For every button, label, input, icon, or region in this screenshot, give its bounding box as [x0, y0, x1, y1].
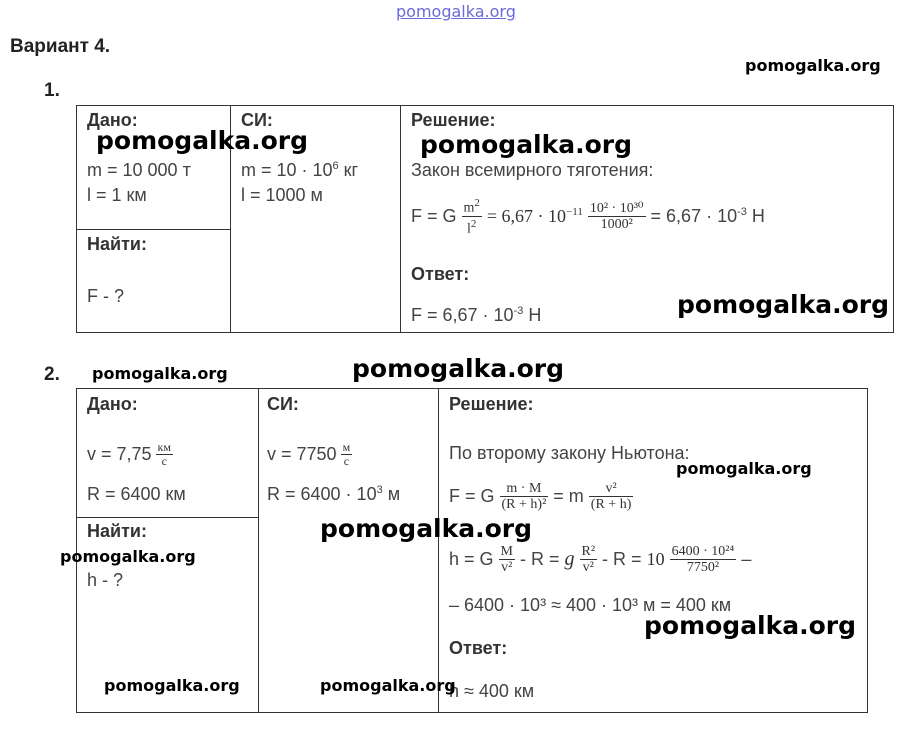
fraction-v2-Rh: $\frac{\text{v²}}{(R + h)}$ [590, 481, 632, 512]
watermark: pomogalka.org [320, 676, 456, 695]
unit-m-per-s: $\frac{м}{с}$ [342, 440, 351, 468]
unit-km-per-s: $\frac{км}{с}$ [157, 440, 171, 468]
answer-value: h ≈ 400 км [449, 681, 535, 701]
force-formula: F = G $\frac{m \cdot M}{\text{(R + h)²}}$ = m $\frac{\text{v²}}{(R + h)}$ [449, 481, 632, 512]
si-header: СИ: [267, 394, 299, 414]
law-text: Закон всемирного тяготения: [411, 160, 654, 180]
law-text: По второму закону Ньютона: [449, 443, 690, 463]
given-header: Дано: [87, 394, 138, 414]
fraction-R2-v2: $\frac{\text{R²}}{\text{v²}}$ [581, 544, 596, 575]
si-header: СИ: [241, 110, 273, 130]
si-velocity: v = 7750 $\frac{м}{с}$ [267, 440, 351, 468]
fraction-values: $\frac{\text{10² · 10³⁰}}{\text{1000²}}$ [589, 200, 644, 232]
formula-line: F = G $\frac{m^2}{l^2}$ = $6,67 \cdot 10^{-11}$ $\frac{\text{10² · 10³⁰}}{\text{1000²}}$ = $6,67 \cdot 10^{-3}$ Н [411, 197, 765, 237]
solution-header: Решение: [449, 394, 534, 414]
watermark: pomogalka.org [745, 56, 881, 75]
watermark: pomogalka.org [677, 290, 890, 319]
height-formula: h = G $\frac{M}{\text{v²}}$ - R = g $\frac{\text{R²}}{\text{v²}}$ - R = 10 $\frac{\text{6400 · 10²⁴}}{\text{7750²}}$ – [449, 544, 752, 575]
fraction-m2-l2: $\frac{m^2}{l^2}$ [463, 197, 480, 237]
problem-1-number: 1. [44, 80, 60, 101]
variant-title: Вариант 4. [10, 36, 111, 57]
watermark: pomogalka.org [320, 514, 533, 543]
height-calculation: – 6400 · 10³ ≈ 400 · 10³ м = 400 км [449, 595, 732, 615]
watermark: pomogalka.org [352, 354, 565, 383]
si-distance: l = 1000 м [241, 185, 323, 205]
answer-header: Ответ: [411, 264, 470, 284]
watermark-link-top[interactable]: pomogalka.org [396, 2, 516, 21]
watermark: pomogalka.org [96, 126, 309, 155]
si-mass: $m = 10 \cdot 10^6$ кг [241, 160, 359, 180]
watermark: pomogalka.org [676, 459, 812, 478]
fraction-M-v2: $\frac{M}{\text{v²}}$ [500, 544, 513, 575]
problem-2-number: 2. [44, 364, 60, 385]
find-value: h - ? [87, 570, 124, 590]
fraction-mM-Rh2: $\frac{m \cdot M}{\text{(R + h)²}}$ [501, 481, 547, 512]
given-distance: l = 1 км [87, 185, 147, 205]
given-header: Дано: [87, 110, 138, 130]
given-radius: R = 6400 км [87, 484, 186, 504]
solution-header: Решение: [411, 110, 496, 130]
watermark: pomogalka.org [420, 130, 633, 159]
watermark: pomogalka.org [92, 364, 228, 383]
watermark: pomogalka.org [60, 547, 196, 566]
row-divider [77, 517, 258, 518]
row-divider [77, 229, 230, 230]
find-header: Найти: [87, 234, 147, 254]
answer-value: $F = 6,67 \cdot 10^{-3}$ Н [411, 305, 542, 325]
answer-header: Ответ: [449, 638, 508, 658]
watermark: pomogalka.org [644, 611, 857, 640]
column-divider [258, 389, 259, 712]
column-divider [438, 389, 439, 712]
fraction-values: $\frac{\text{6400 · 10²⁴}}{\text{7750²}}$ [671, 544, 735, 575]
given-mass: m = 10 000 т [87, 160, 191, 180]
find-value: F - ? [87, 286, 125, 306]
find-header: Найти: [87, 521, 147, 541]
si-radius: $R = 6400 \cdot 10^3$ м [267, 484, 401, 504]
watermark: pomogalka.org [104, 676, 240, 695]
given-velocity: v = 7,75 $\frac{км}{с}$ [87, 440, 171, 468]
column-divider [400, 106, 401, 332]
